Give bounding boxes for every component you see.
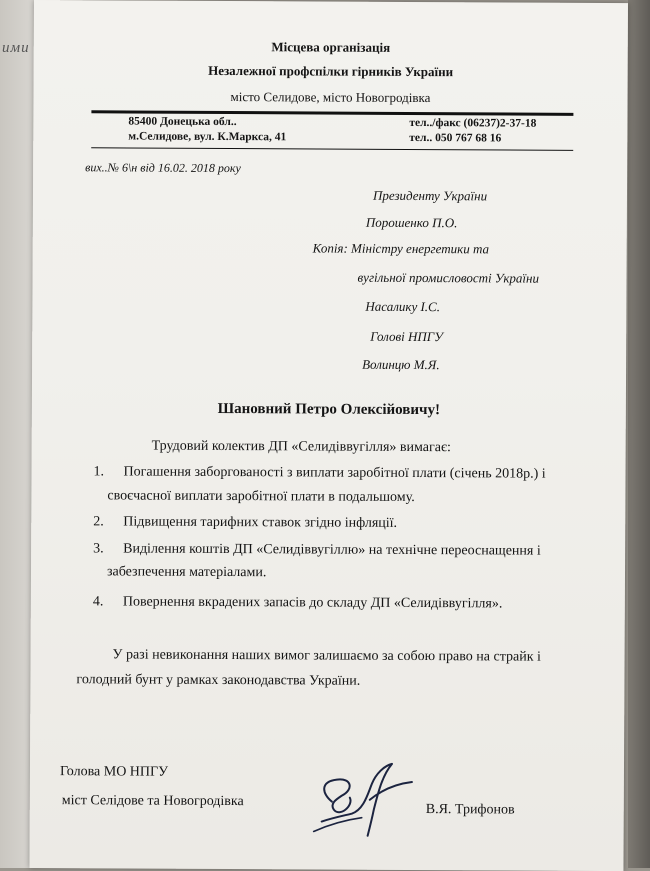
underlying-handwriting: ими (2, 40, 30, 56)
addressee-line: Порошенко П.О. (365, 214, 458, 231)
address-line1: 85400 Донецька обл.. (128, 115, 237, 129)
demand-number: 4. (92, 594, 104, 610)
signer-title-line1: Голова МО НПГУ (59, 764, 169, 780)
demand-text: Повернення вкрадених запасів до складу ДП «Селидіввугілля». (122, 594, 503, 612)
table-edge (628, 0, 650, 868)
demand-text: Виділення коштів ДП «Селидіввугіллю» на технічне переоснащення і (123, 541, 541, 559)
addressee-line: Насалику І.С. (365, 298, 441, 315)
document-page (29, 0, 628, 871)
outgoing-reference: вих..№ 6\н від 16.02. 2018 року (85, 160, 241, 176)
demand-text-cont: забезпечення матеріалами. (106, 564, 267, 581)
org-city: місто Селидове, місто Новогродівка (230, 89, 431, 106)
addressee-line: Копія: Міністру енергетики та (312, 240, 490, 257)
signer-name: В.Я. Трифонов (425, 802, 515, 818)
address-line2: м.Селидове, вул. К.Маркса, 41 (128, 130, 287, 144)
letterhead-rule-bottom (91, 147, 573, 151)
handwritten-signature (292, 743, 423, 844)
demand-text-cont: своєчасної виплати заробітної плати в подальшому. (107, 488, 415, 506)
phone-line2: тел.. 050 767 68 16 (409, 131, 502, 145)
salutation: Шановний Петро Олексійовичу! (217, 400, 441, 419)
demand-number: 3. (93, 541, 104, 557)
demand-number: 1. (93, 464, 105, 480)
demand-text: Підвищення тарифних ставок згідно інфляції. (123, 514, 398, 531)
signer-title-line2: міст Селідове та Новогродівка (61, 793, 244, 810)
addressee-line: Голові НПГУ (370, 328, 443, 345)
addressee-line: вугільної промисловості України (357, 269, 540, 286)
demand-text: Погашення заборгованості з виплати заробітної плати (січень 2018р.) і (123, 464, 546, 482)
demand-number: 2. (93, 514, 104, 530)
addressee-line: Волинцю М.Я. (362, 356, 440, 373)
warning-line1: У разі невиконання наших вимог залишаємо за собою право на страйк і (112, 647, 541, 665)
phone-line1: тел../факс (06237)2-37-18 (409, 116, 537, 130)
org-name-line1: Місцева організація (271, 39, 391, 55)
demands-intro: Трудовий колектив ДП «Селидіввугілля» вимагає: (151, 438, 451, 456)
addressee-line: Президенту України (372, 187, 488, 204)
warning-line2: голодний бунт у рамках законодавства України. (76, 672, 361, 689)
org-name-line2: Незалежної профспілки гірників України (208, 62, 454, 80)
